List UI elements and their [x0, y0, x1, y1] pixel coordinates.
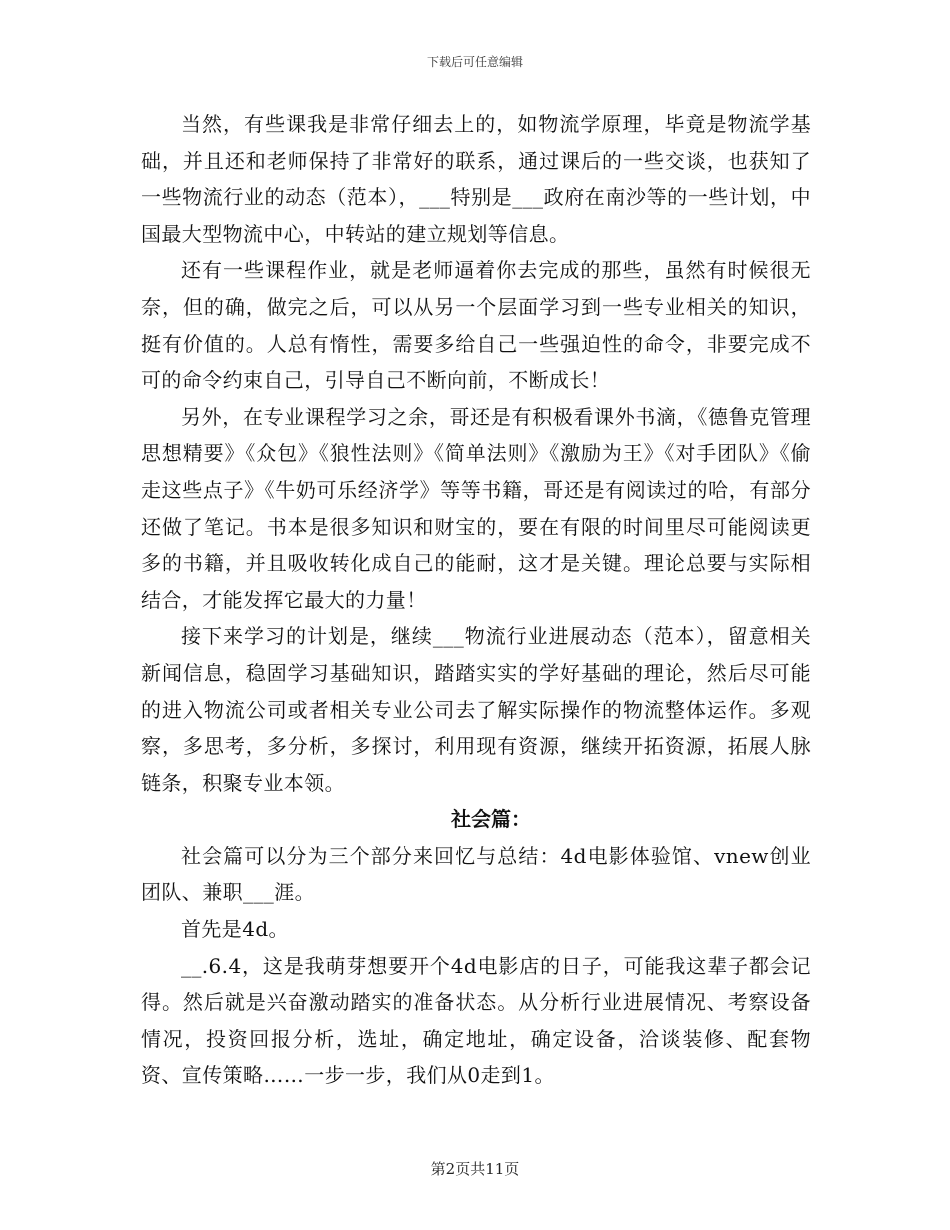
- page-header: 下载后可任意编辑: [426, 55, 523, 69]
- paragraph-first-4d: 首先是4d。: [181, 917, 289, 942]
- paragraph-study-plan: 接下来学习的计划是，继续___物流行业进展动态（范本），留意相关新闻信息，稳固学习基础知识，踏踏实实的学好基础的理论，然后尽可能的进入物流公司或者相关专业公司去了解实际操作的物流整体运作。多观察，多思考，多分析，多探讨，利用现有资源，继续开拓资源，拓展人脉链条，积聚专业本领。: [141, 624, 811, 795]
- paragraph-4d-story: __.6.4，这是我萌芽想要开个4d电影店的日子，可能我这辈子都会记得。然后就是兴奋激动踏实的准备状态。从分析行业进展情况、考察设备情况，投资回报分析，选址，确定地址，确定设备，洽谈装修、配套物资、宣传策略……一步一步，我们从0走到1。: [141, 953, 811, 1088]
- paragraph-course-study: 当然，有些课我是非常仔细去上的，如物流学原理，毕竟是物流学基础，并且还和老师保持了非常好的联系，通过课后的一些交谈，也获知了一些物流行业的动态（范本），___特别是___政府在南沙等的一些计划，中国最大型物流中心，中转站的建立规划等信息。: [141, 112, 811, 246]
- section-title-society: 社会篇：: [451, 807, 531, 832]
- page-footer: 第2页共11页: [430, 1160, 520, 1178]
- paragraph-coursework: 还有一些课程作业，就是老师逼着你去完成的那些，虽然有时候很无奈，但的确，做完之后，可以从另一个层面学习到一些专业相关的知识，挺有价值的。人总有惰性，需要多给自己一些强迫性的命令，非要完成不可的命令约束自己，引导自己不断向前，不断成长！: [141, 258, 811, 393]
- paragraph-reading: 另外，在专业课程学习之余，哥还是有积极看课外书滴，《德鲁克管理思想精要》《众包》《狼性法则》《简单法则》《激励为王》《对手团队》《偷走这些点子》《牛奶可乐经济学》等等书籍，哥还是有阅读过的哈，有部分还做了笔记。书本是很多知识和财宝的，要在有限的时间里尽可能阅读更多的书籍，并且吸收转化成自己的能耐，这才是关键。理论总要与实际相结合，才能发挥它最大的力量！: [141, 404, 811, 612]
- paragraph-society-intro: 社会篇可以分为三个部分来回忆与总结：4d电影体验馆、vnew创业团队、兼职___涯。: [141, 843, 811, 905]
- document-body: [141, 106, 811, 1094]
